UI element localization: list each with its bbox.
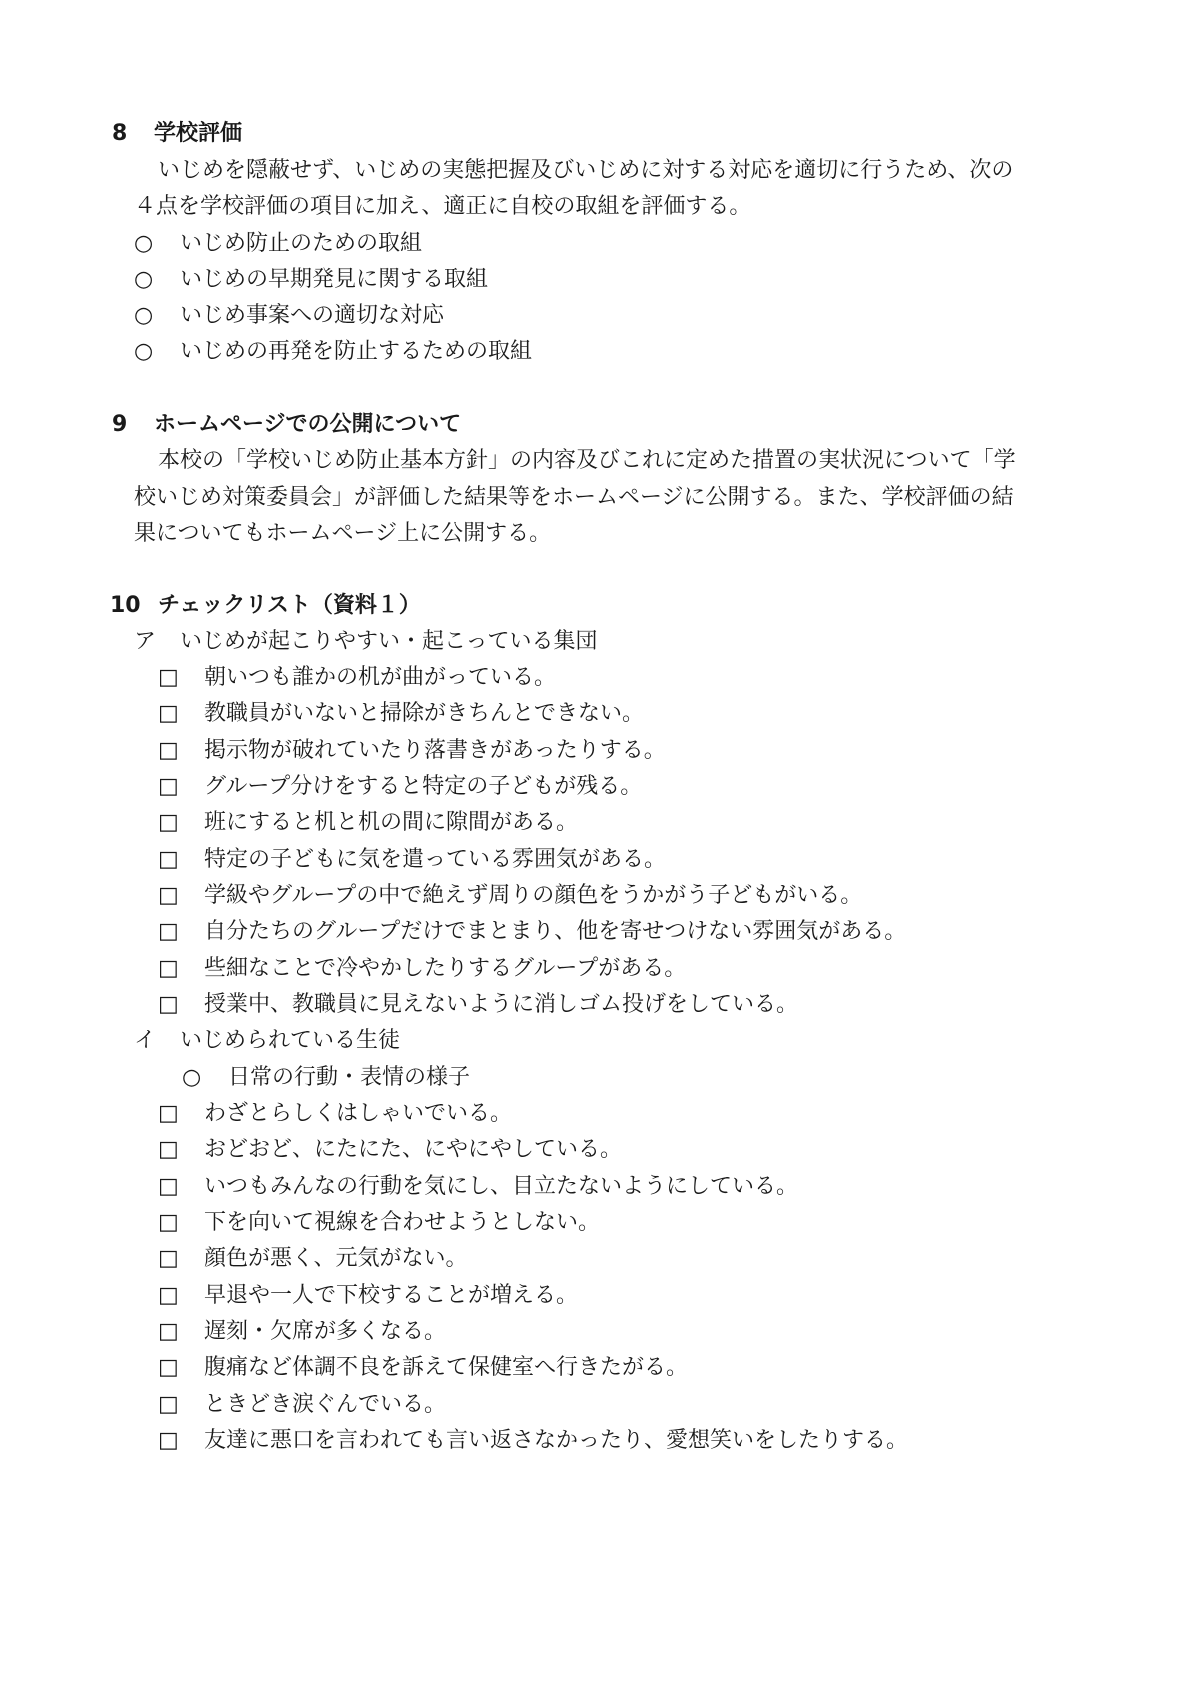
group-i-heading	[134, 1026, 400, 1056]
checkbox-icon: □	[158, 665, 179, 690]
checkbox-icon: □	[158, 1283, 179, 1308]
checkbox-icon: □	[158, 992, 179, 1017]
subheading-title: 日常の行動・表情の様子	[228, 1065, 471, 1090]
checkbox-icon: □	[158, 774, 179, 799]
checkbox-icon: □	[158, 1174, 179, 1199]
group-i-subheading	[182, 1063, 470, 1093]
section-10-heading	[110, 591, 421, 621]
section-9-para-line-1: 本校の「学校いじめ防止基本方針」の内容及びこれに定めた措置の実状況について「学	[158, 448, 1016, 473]
group-title: いじめが起こりやすい・起こっている集団	[180, 629, 598, 654]
checklist-item: □ 腹痛など体調不良を訴えて保健室へ行きたがる。	[158, 1353, 688, 1383]
checkbox-icon: □	[158, 1355, 179, 1380]
circle-bullet-icon: ○	[182, 1065, 202, 1090]
section-8-para-line-1: いじめを隠蔽せず、いじめの実態把握及びいじめに対する対応を適切に行うため、次の	[158, 158, 1014, 183]
checklist-item: □ わざとらしくはしゃいでいる。	[158, 1099, 512, 1129]
section-number: 9	[112, 412, 128, 437]
checklist-item: □ ときどき涙ぐんでいる。	[158, 1390, 446, 1420]
section-number: 8	[112, 121, 128, 146]
checklist-item: □ グループ分けをすると特定の子どもが残る。	[158, 772, 642, 802]
list-item: ○ いじめ防止のための取組	[134, 229, 422, 259]
group-title: いじめられている生徒	[180, 1028, 401, 1053]
checklist-item: □ 顔色が悪く、元気がない。	[158, 1244, 468, 1274]
checklist-item: □ 朝いつも誰かの机が曲がっている。	[158, 663, 556, 693]
list-item: ○ いじめの早期発見に関する取組	[134, 265, 488, 295]
checklist-item: □ 授業中、教職員に見えないように消しゴム投げをしている。	[158, 990, 798, 1020]
section-9-heading	[112, 410, 461, 440]
group-label: ア	[134, 629, 157, 654]
checklist-item: □ おどおど、にたにた、にやにやしている。	[158, 1135, 622, 1165]
section-title: ホームページでの公開について	[154, 412, 462, 437]
circle-bullet-icon: ○	[134, 303, 154, 328]
checklist-item: □ 自分たちのグループだけでまとまり、他を寄せつけない雰囲気がある。	[158, 917, 906, 947]
checklist-item: □ 遅刻・欠席が多くなる。	[158, 1317, 446, 1347]
checkbox-icon: □	[158, 1101, 179, 1126]
checkbox-icon: □	[158, 883, 179, 908]
section-8-heading	[112, 119, 242, 149]
group-label: イ	[134, 1028, 157, 1053]
list-item: ○ いじめの再発を防止するための取組	[134, 337, 532, 367]
checkbox-icon: □	[158, 1392, 179, 1417]
group-a-heading	[134, 627, 598, 657]
checklist-item: □ 班にすると机と机の間に隙間がある。	[158, 808, 578, 838]
circle-bullet-icon: ○	[134, 231, 154, 256]
checkbox-icon: □	[158, 701, 179, 726]
section-8-para-line-2: ４点を学校評価の項目に加え、適正に自校の取組を評価する。	[134, 194, 752, 219]
checklist-item: □ 教職員がいないと掃除がきちんとできない。	[158, 699, 644, 729]
section-9-para-line-3: 果についてもホームページ上に公開する。	[134, 521, 552, 546]
circle-bullet-icon: ○	[134, 267, 154, 292]
checklist-item: □ 特定の子どもに気を遣っている雰囲気がある。	[158, 845, 666, 875]
section-number: 10	[110, 593, 141, 618]
checkbox-icon: □	[158, 738, 179, 763]
checkbox-icon: □	[158, 1246, 179, 1271]
checkbox-icon: □	[158, 810, 179, 835]
checkbox-icon: □	[158, 847, 179, 872]
checkbox-icon: □	[158, 956, 179, 981]
checklist-item: □ いつもみんなの行動を気にし、目立たないようにしている。	[158, 1172, 798, 1202]
checkbox-icon: □	[158, 1137, 179, 1162]
checklist-item: □ 友達に悪口を言われても言い返さなかったり、愛想笑いをしたりする。	[158, 1426, 908, 1456]
list-item: ○ いじめ事案への適切な対応	[134, 301, 444, 331]
circle-bullet-icon: ○	[134, 339, 154, 364]
checkbox-icon: □	[158, 919, 179, 944]
checkbox-icon: □	[158, 1428, 179, 1453]
checkbox-icon: □	[158, 1210, 179, 1235]
checklist-item: □ 掲示物が破れていたり落書きがあったりする。	[158, 736, 666, 766]
section-9-para-line-2: 校いじめ対策委員会」が評価した結果等をホームページに公開する。また、学校評価の結	[134, 485, 1014, 510]
section-title: 学校評価	[154, 121, 243, 146]
checklist-item: □ 学級やグループの中で絶えず周りの顔色をうかがう子どもがいる。	[158, 881, 862, 911]
section-title: チェックリスト（資料１）	[158, 593, 421, 618]
checklist-item: □ 早退や一人で下校することが増える。	[158, 1281, 578, 1311]
checklist-item: □ 下を向いて視線を合わせようとしない。	[158, 1208, 600, 1238]
checkbox-icon: □	[158, 1319, 179, 1344]
checklist-item: □ 些細なことで冷やかしたりするグループがある。	[158, 954, 686, 984]
